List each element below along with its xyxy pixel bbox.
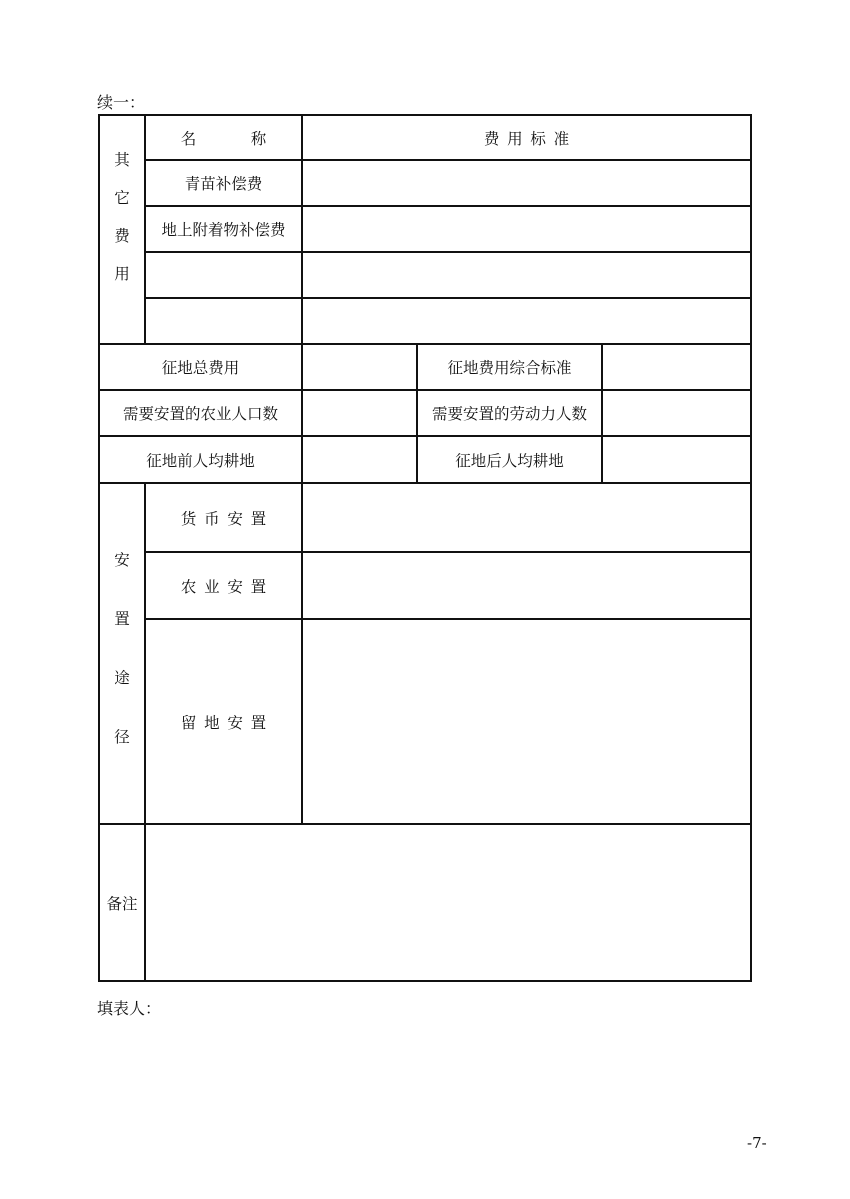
remarks-field[interactable] <box>146 825 750 980</box>
fee-name-field[interactable] <box>146 253 301 297</box>
remarks-label: 备注 <box>106 894 138 913</box>
composite-standard-label: 征地费用综合标准 <box>447 359 572 377</box>
column-header-standard: 费用标准 <box>483 129 577 148</box>
continuation-label: 续一： <box>97 93 146 112</box>
reserved-land-resettlement-field[interactable] <box>303 620 750 823</box>
monetary-resettlement-field[interactable] <box>303 484 750 551</box>
fee-name-cell: 地上附着物补偿费 <box>161 221 286 239</box>
composite-standard-field[interactable] <box>603 345 750 389</box>
fee-standard-field[interactable] <box>303 299 750 343</box>
fee-standard-field[interactable] <box>303 207 750 251</box>
fee-standard-field[interactable] <box>303 253 750 297</box>
page-number: -7- <box>747 1134 767 1152</box>
farmland-after-label: 征地后人均耕地 <box>455 451 564 470</box>
reserved-land-resettlement-label: 留地安置 <box>180 713 274 732</box>
column-header-name: 名 称 <box>180 129 292 148</box>
group-label-char: 用 <box>114 265 130 283</box>
farmland-before-label: 征地前人均耕地 <box>146 451 255 470</box>
monetary-resettlement-label: 货币安置 <box>180 509 274 528</box>
group-label-char: 途 <box>114 669 130 687</box>
table-border-right <box>750 114 752 982</box>
resettlement-group-label <box>100 548 144 768</box>
farmland-after-field[interactable] <box>603 437 750 482</box>
group-label-char: 它 <box>114 189 130 207</box>
group-label-char: 安 <box>114 551 130 569</box>
filler-label: 填表人： <box>97 999 162 1018</box>
total-land-fee-field[interactable] <box>303 345 416 389</box>
farmland-before-field[interactable] <box>303 437 416 482</box>
group-label-char: 其 <box>114 151 130 169</box>
agri-population-field[interactable] <box>303 391 416 435</box>
labor-count-label: 需要安置的劳动力人数 <box>431 405 587 423</box>
agricultural-resettlement-label: 农业安置 <box>180 577 274 596</box>
total-land-fee-label: 征地总费用 <box>161 359 240 377</box>
group-label-char: 置 <box>114 610 130 628</box>
fee-name-cell: 青苗补偿费 <box>184 175 263 193</box>
labor-count-field[interactable] <box>603 391 750 435</box>
fee-standard-field[interactable] <box>303 161 750 205</box>
agri-population-label: 需要安置的农业人口数 <box>122 405 278 423</box>
agricultural-resettlement-field[interactable] <box>303 553 750 618</box>
other-fees-group-label <box>100 148 144 318</box>
fee-name-field[interactable] <box>146 299 301 343</box>
table-border-bottom <box>98 980 752 982</box>
group-label-char: 径 <box>114 728 130 746</box>
group-label-char: 费 <box>114 227 130 245</box>
